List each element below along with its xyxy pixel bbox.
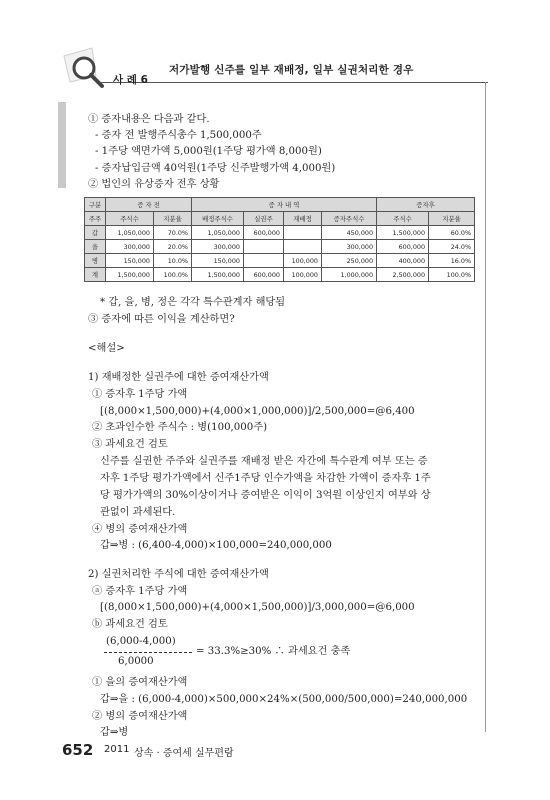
- table-cell: 600,000: [244, 226, 284, 240]
- table-header-row: [85, 198, 475, 212]
- commentary-heading: <해설>: [88, 343, 125, 354]
- table-header-cell: 배정주식수: [192, 212, 244, 226]
- table-cell: 병: [85, 254, 106, 268]
- table-header-cell: 증 자 내 역: [192, 198, 377, 212]
- table-cell: 300,000: [192, 240, 244, 254]
- table-cell: 16.0%: [429, 254, 475, 268]
- formula: [(8,000×1,500,000)+(4,000×1,000,000)]/2,500,000=@6,400: [100, 406, 415, 417]
- table-cell: 100,000: [284, 268, 322, 282]
- point-2: ② 법인의 유상증자 전후 상황: [88, 179, 220, 190]
- formula: 갑⇒을 : (6,000-4,000)×500,000×24%×(500,000/500,000)=240,000,000: [100, 694, 468, 705]
- table-header-row: [85, 212, 475, 226]
- table-header-cell: 주식수: [106, 212, 154, 226]
- detail-line: - 증자납입금액 40억원(1주당 신주발행가액 4,000원): [95, 163, 336, 174]
- table-cell: 400,000: [377, 254, 429, 268]
- step-heading: ② 초과인수한 주식수 : 병(100,000주): [92, 422, 268, 433]
- section-title: 저가발행 신주를 일부 재배정, 일부 실권처리한 경우: [169, 64, 414, 76]
- detail-line: - 증자 전 발행주식총수 1,500,000주: [95, 130, 262, 141]
- table-header-cell: 증 자 전: [106, 198, 192, 212]
- paragraph-line: 당 평가가액의 30%이상이거나 증여받은 이익이 3억원 이상인지 여부와 상: [100, 490, 431, 501]
- table-row: [85, 240, 475, 254]
- section-1-heading: 1) 재배정한 실권주에 대한 증여재산가액: [88, 372, 269, 383]
- footer-book-title: 상속 · 증여세 실무편람: [134, 748, 234, 759]
- table-cell: 1,050,000: [106, 226, 154, 240]
- step-heading: ⓐ 증자후 1주당 가액: [92, 586, 188, 597]
- table-cell: 150,000: [192, 254, 244, 268]
- table-header-cell: 지분율: [154, 212, 192, 226]
- paragraph-line: 신주를 실권한 주주와 실권주를 재배정 받은 자간에 특수관계 여부 또는 증: [100, 456, 428, 467]
- table-cell: 300,000: [106, 240, 154, 254]
- table-cell: [284, 226, 322, 240]
- table-cell: 250,000: [322, 254, 377, 268]
- table-cell: 70.0%: [154, 226, 192, 240]
- table-header-cell: 주주: [85, 212, 106, 226]
- table-cell: [244, 240, 284, 254]
- capital-increase-table: [84, 197, 475, 282]
- footnote: * 갑, 을, 병, 정은 각각 특수관계자 해당됨: [100, 297, 286, 308]
- table-cell: 1,050,000: [192, 226, 244, 240]
- detail-line: - 1주당 액면가액 5,000원(1주당 평가액 8,000원): [95, 146, 322, 157]
- formula: 갑⇒병 : (6,400-4,000)×100,000=240,000,000: [100, 540, 332, 551]
- table-cell: 을: [85, 240, 106, 254]
- table-cell: 20.0%: [154, 240, 192, 254]
- step-heading: ⓑ 과세요건 검토: [92, 619, 168, 630]
- table-cell: 1,500,000: [192, 268, 244, 282]
- table-cell: 갑: [85, 226, 106, 240]
- table-cell: 100.0%: [154, 268, 192, 282]
- table-header-cell: 재배정: [284, 212, 322, 226]
- table-cell: 60.0%: [429, 226, 475, 240]
- table-cell: 10.0%: [154, 254, 192, 268]
- table-cell: 1,500,000: [377, 226, 429, 240]
- footer-year: 2011: [104, 744, 130, 755]
- formula: [(8,000×1,500,000)+(4,000×1,500,000)]/3,000,000=@6,000: [100, 602, 415, 613]
- table-cell: 100,000: [284, 254, 322, 268]
- table-header-cell: 구분: [85, 198, 106, 212]
- table-cell: 계: [85, 268, 106, 282]
- paragraph-line: 관없이 과세된다.: [100, 507, 176, 518]
- formula: 갑⇒병: [100, 727, 129, 738]
- magnifier-icon: [62, 46, 114, 98]
- right-margin-rule: [485, 82, 486, 732]
- point-3: ③ 증자에 따른 이익을 계산하면?: [88, 314, 235, 325]
- step-heading: ① 증자후 1주당 가액: [92, 389, 188, 400]
- table-header-cell: 증자후: [377, 198, 475, 212]
- step-heading: ① 을의 증여재산가액: [92, 677, 188, 688]
- case-label: 사 례 6: [113, 74, 148, 86]
- table-cell: [244, 254, 284, 268]
- table-row: [85, 254, 475, 268]
- section-2-heading: 2) 실권처리한 주식에 대한 증여재산가액: [88, 569, 269, 580]
- table-header-cell: 증자주식수: [322, 212, 377, 226]
- page-number: 652: [62, 741, 94, 759]
- table-cell: 450,000: [322, 226, 377, 240]
- table-cell: 150,000: [106, 254, 154, 268]
- fraction-bar: [104, 652, 192, 653]
- table-cell: 100.0%: [429, 268, 475, 282]
- table-cell: 2,500,000: [377, 268, 429, 282]
- margin-bar: [58, 102, 66, 188]
- fraction-denominator: 6,0000: [118, 656, 154, 667]
- table-cell: 300,000: [322, 240, 377, 254]
- table-header-cell: 주식수: [377, 212, 429, 226]
- table-total-row: [85, 268, 475, 282]
- table-cell: 600,000: [377, 240, 429, 254]
- table-cell: 24.0%: [429, 240, 475, 254]
- step-heading: ③ 과세요건 검토: [92, 439, 168, 450]
- table-cell: 1,500,000: [106, 268, 154, 282]
- header-rule: [100, 82, 488, 83]
- table-cell: 600,000: [244, 268, 284, 282]
- step-heading: ② 병의 증여재산가액: [92, 711, 188, 722]
- table-header-cell: 실권주: [244, 212, 284, 226]
- fraction-result: = 33.3%≥30% ∴ 과세요건 충족: [196, 646, 351, 657]
- fraction-numerator: (6,000-4,000): [106, 636, 176, 647]
- table-row: [85, 226, 475, 240]
- point-1: ① 증자내용은 다음과 같다.: [88, 114, 210, 125]
- table-cell: [284, 240, 322, 254]
- paragraph-line: 자후 1주당 평가가액에서 신주1주당 인수가액을 차감한 가액이 증자후 1주: [100, 473, 431, 484]
- table-cell: 1,000,000: [322, 268, 377, 282]
- table-header-cell: 지분율: [429, 212, 475, 226]
- step-heading: ④ 병의 증여재산가액: [92, 524, 188, 535]
